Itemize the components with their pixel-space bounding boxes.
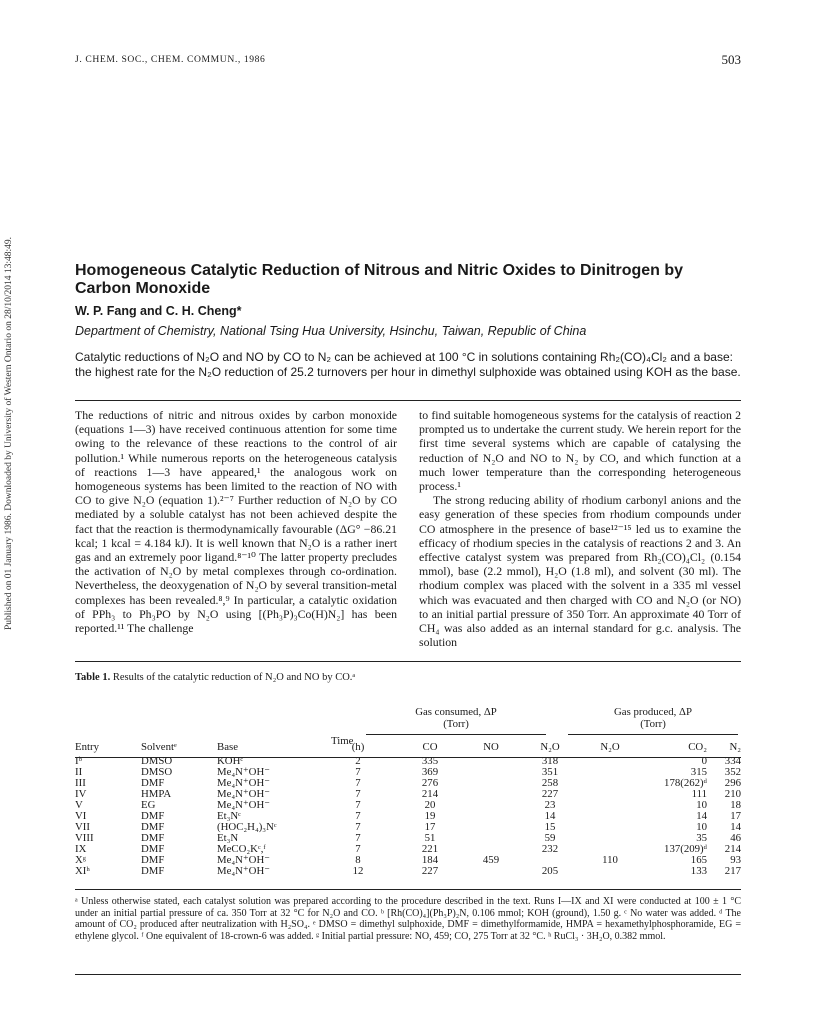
gas-consumed-title: Gas consumed, ΔP [415, 706, 497, 718]
cell-time: 7 [355, 777, 361, 789]
table-caption [75, 672, 355, 683]
cell-entry: VII [75, 821, 90, 833]
author-list: W. P. Fang and C. H. Cheng* [75, 304, 242, 318]
table-header-row [75, 740, 741, 756]
running-header [75, 52, 741, 70]
article-title: Homogeneous Catalytic Reduction of Nitrous and Nitric Oxides to Dinitrogen by Carbon Monoxide [75, 262, 684, 297]
column-header-no-consumed: NO [483, 741, 499, 753]
cell-co2-produced: 315 [690, 766, 707, 778]
table-footnotes: ᵃ Unless otherwise stated, each catalyst solution was prepared according to the procedure described in the text. Runs I—IX and XI were conducted at 100 ± 1 °C under an initial partial pressure of ca. 350 Torr at 32 °C for N₂O and CO. ᵇ [Rh(CO)₄](Ph₃P)₂N, 0.106 mmol; KOH (ground), 1.50 g. ᶜ No water was added. ᵈ The amount of CO₂ produced after neutralization with H₂SO₄. ᵉ DMSO = dimethyl sulphoxide, DMF = dimethylformamide, HMPA = hexamethylphosphoramide, EG = ethylene glycol. ᶠ One equivalent of 18-crown-6 was added. ᵍ Initial partial pressure: NO, 459; CO, 275 Torr at 32 °C. ʰ RuCl₃ · 3H₂O, 0.382 mmol. [75, 896, 741, 942]
cell-base: Me₄N⁺OH⁻ [217, 777, 270, 789]
table-top-rule [75, 661, 741, 662]
table-row [75, 833, 741, 844]
column-header-n2o-produced: N₂O [600, 741, 620, 753]
column-header-solvent: Solventᵉ [141, 741, 177, 753]
results-table-body [75, 740, 741, 877]
cell-no-consumed [461, 833, 521, 844]
cell-entry: V [75, 799, 83, 811]
cell-co2-produced: 137(209)ᵈ [664, 843, 707, 855]
body-paragraph: The reductions of nitric and nitrous oxides by carbon monoxide (equations 1—3) have received continuous attention for some time owing to the relevance of these reactions to the control of air pollution.¹ While numerous reports on the heterogeneous catalysis of reactions 1—3 have appeared,¹ the analogous work on homogeneous systems has been limited to the reaction of NO with CO to give N₂O (equation 1).²⁻⁷ Further reduction of N₂O by CO mediated by a soluble catalyst has not been achieved despite the fact that the reaction is thermodynamically favourable (ΔG° −86.21 kcal; 1 kcal = 4.184 kJ). It is well known that N₂O is a rather inert gas and an extremely poor ligand.⁸⁻¹⁰ The latter property precludes the activation of N₂O by metal complexes through co-ordination. Nevertheless, the deoxygenation of N₂O by several transition-metal complexes has been revealed.⁸,⁹ In particular, a catalytic oxidation of PPh₃ to Ph₃PO by N₂O using [(Ph₃P)₃Co(H)N₂] has been reported.¹¹ The challenge [75, 408, 397, 636]
cell-n2o-consumed: 232 [541, 843, 559, 855]
cell-time: 7 [355, 832, 361, 844]
cell-no-consumed [461, 778, 521, 789]
cell-co2-produced: 133 [690, 865, 707, 877]
table-label: Table 1. [75, 672, 111, 683]
cell-time: 7 [355, 821, 361, 833]
cell-entry: Xᵍ [75, 854, 87, 866]
table-row [75, 800, 741, 811]
cell-base: KOHᶜ [217, 755, 244, 767]
provenance-text: Published on 01 January 1986. Downloaded by University of Western Ontario on 28/10/2014 13:48:49. [4, 236, 14, 630]
table-body-rule [75, 889, 741, 890]
cell-n2o-produced [579, 866, 641, 877]
cell-time: 8 [355, 854, 361, 866]
cell-co-consumed: 19 [424, 810, 436, 822]
cell-n2-produced: 210 [724, 788, 741, 800]
cell-co2-produced: 14 [696, 810, 707, 822]
cell-entry: IX [75, 843, 87, 855]
cell-solvent: DMF [141, 777, 165, 789]
cell-time: 7 [355, 766, 361, 778]
gas-consumed-rule [366, 734, 546, 735]
body-paragraph: The strong reducing ability of rhodium carbonyl anions and the easy generation of these species from rhodium compounds under CO atmosphere in the presence of base¹²⁻¹⁵ led us to examine the efficacy of rhodium species in the catalysis of reactions 2 and 3. An effective catalyst system was prepared from Rh₂(CO)₄Cl₂ (0.154 mmol), base (2.2 mmol), H₂O (1.8 ml), and solvent (30 ml). The rhodium complex was placed with the solvent in a 335 ml vessel which was evacuated and then charged with CO and N₂O (or NO) to an initial partial pressure of 350 Torr. An approximate 40 Torr of CH₄ was also added as an internal standard for g.c. analysis. The solution [419, 493, 741, 650]
cell-n2-produced: 352 [724, 766, 741, 778]
body-paragraph: to find suitable homogeneous systems for the catalysis of reaction 2 prompted us to undertake the current study. We herein report for the first time several systems which are capable of catalysing the reduction of N₂O and NO to N₂ by CO, and which function at a much lower temperature than the corresponding heterogeneous process.¹ [419, 408, 741, 494]
cell-base: Et₃N [217, 832, 239, 844]
cell-n2o-consumed: 14 [544, 810, 556, 822]
table-row [75, 822, 741, 833]
cell-co-consumed: 369 [421, 766, 439, 778]
author-affiliation: Department of Chemistry, National Tsing Hua University, Hsinchu, Taiwan, Republic of China [75, 324, 587, 338]
cell-co2-produced: 0 [701, 755, 707, 767]
cell-entry: III [75, 777, 86, 789]
cell-base: MeCO₂Kᶜ,ᶠ [217, 843, 266, 855]
cell-n2-produced: 214 [724, 843, 741, 855]
cell-co-consumed: 221 [421, 843, 439, 855]
cell-no-consumed [461, 822, 521, 833]
cell-n2o-produced [579, 767, 641, 778]
cell-n2-produced: 334 [724, 755, 741, 767]
cell-time: 12 [352, 865, 364, 877]
table-row [75, 855, 741, 866]
cell-time: 7 [355, 788, 361, 800]
cell-n2o-produced [579, 822, 641, 833]
cell-entry: IV [75, 788, 87, 800]
column-header-n2o-consumed: N₂O [540, 741, 560, 753]
cell-no-consumed [461, 789, 521, 800]
cell-solvent: EG [141, 799, 156, 811]
column-header-n2-produced: N₂ [729, 741, 741, 753]
cell-solvent: DMSO [141, 755, 173, 767]
cell-solvent: DMF [141, 854, 165, 866]
cell-base: Me₄N⁺OH⁻ [217, 766, 270, 778]
cell-n2o-consumed: 205 [541, 865, 559, 877]
cell-n2-produced: 14 [730, 821, 741, 833]
cell-base: Et₃Nᶜ [217, 810, 241, 822]
cell-entry: XIʰ [75, 865, 90, 877]
cell-n2o-produced [579, 789, 641, 800]
cell-n2o-consumed: 318 [541, 755, 559, 767]
cell-no-consumed [461, 811, 521, 822]
cell-n2o-produced [579, 800, 641, 811]
cell-time: 7 [355, 799, 361, 811]
column-header-time: (h) [351, 741, 365, 753]
gas-produced-title: Gas produced, ΔP [613, 706, 692, 718]
table-row [75, 844, 741, 855]
table-row [75, 811, 741, 822]
gas-consumed-group-header [366, 706, 546, 730]
column-header-base: Base [217, 741, 238, 753]
cell-entry: VI [75, 810, 87, 822]
column-header-entry: Entry [75, 741, 99, 753]
cell-solvent: DMF [141, 843, 165, 855]
cell-base: Me₄N⁺OH⁻ [217, 854, 270, 866]
gas-produced-unit: (Torr) [640, 718, 666, 730]
cell-base: Me₄N⁺OH⁻ [217, 865, 270, 877]
cell-solvent: DMF [141, 832, 165, 844]
download-provenance-note [4, 190, 18, 630]
cell-n2-produced: 18 [730, 799, 741, 811]
cell-base: (HOC₂H₄)₃Nᶜ [217, 821, 277, 833]
cell-solvent: DMSO [141, 766, 173, 778]
cell-n2-produced: 17 [730, 810, 741, 822]
cell-solvent: DMF [141, 865, 165, 877]
column-header-co-consumed: CO [422, 741, 438, 753]
cell-co2-produced: 111 [691, 788, 707, 800]
cell-n2-produced: 46 [730, 832, 741, 844]
cell-solvent: DMF [141, 810, 165, 822]
journal-reference: J. CHEM. SOC., CHEM. COMMUN., 1986 [75, 54, 266, 65]
cell-n2-produced: 93 [730, 854, 741, 866]
cell-co2-produced: 10 [696, 821, 707, 833]
table-header-rule [75, 757, 741, 758]
cell-time: 7 [355, 843, 361, 855]
cell-co-consumed: 20 [424, 799, 436, 811]
cell-n2-produced: 296 [724, 777, 741, 789]
cell-n2-produced: 217 [724, 865, 741, 877]
column-header-co2-produced: CO₂ [688, 741, 707, 753]
results-table [75, 740, 741, 877]
cell-no-consumed [461, 866, 521, 877]
cell-n2o-consumed: 23 [544, 799, 556, 811]
cell-entry: II [75, 766, 83, 778]
cell-solvent: DMF [141, 821, 165, 833]
cell-n2o-consumed: 59 [544, 832, 556, 844]
abstract-divider [75, 400, 741, 401]
cell-n2o-produced [579, 778, 641, 789]
cell-n2o-produced: 110 [602, 854, 618, 866]
table-row [75, 789, 741, 800]
cell-base: Me₄N⁺OH⁻ [217, 799, 270, 811]
page-number: 503 [721, 52, 741, 67]
cell-base: Me₄N⁺OH⁻ [217, 788, 270, 800]
cell-n2o-consumed: 227 [541, 788, 559, 800]
gas-consumed-unit: (Torr) [443, 718, 469, 730]
table-caption-text: Results of the catalytic reduction of N₂O and NO by CO.ᵃ [112, 672, 356, 683]
cell-co2-produced: 165 [690, 854, 707, 866]
cell-co-consumed: 214 [421, 788, 439, 800]
cell-time: 7 [355, 810, 361, 822]
cell-time: 2 [355, 755, 361, 767]
gas-produced-rule [568, 734, 738, 735]
time-header: Time [331, 735, 354, 747]
cell-entry: Iᵇ [75, 755, 82, 767]
abstract: Catalytic reductions of N₂O and NO by CO to N₂ can be achieved at 100 °C in solutions containing Rh₂(CO)₄Cl₂ and a base: the highest rate for the N₂O reduction of 25.2 turnovers per hour in dimethyl sulphoxide was obtained using KOH as the base. [75, 350, 741, 379]
body-column-left [75, 408, 397, 635]
cell-n2o-consumed: 15 [544, 821, 556, 833]
cell-co-consumed: 184 [421, 854, 439, 866]
cell-no-consumed [461, 800, 521, 811]
table-row [75, 767, 741, 778]
cell-n2o-consumed: 351 [541, 766, 559, 778]
cell-n2o-produced [579, 811, 641, 822]
gas-produced-group-header [568, 706, 738, 730]
cell-co2-produced: 178(262)ᵈ [664, 777, 707, 789]
table-row [75, 866, 741, 877]
body-column-right [419, 408, 741, 649]
cell-co-consumed: 276 [421, 777, 439, 789]
cell-co-consumed: 335 [421, 755, 439, 767]
table-row [75, 778, 741, 789]
cell-co2-produced: 10 [696, 799, 707, 811]
cell-entry: VIII [75, 832, 94, 844]
table-bottom-rule [75, 974, 741, 975]
cell-no-consumed: 459 [482, 854, 500, 866]
cell-no-consumed [461, 767, 521, 778]
cell-co-consumed: 227 [421, 865, 439, 877]
cell-co-consumed: 51 [424, 832, 436, 844]
cell-solvent: HMPA [141, 788, 172, 800]
cell-co2-produced: 35 [696, 832, 707, 844]
cell-co-consumed: 17 [424, 821, 436, 833]
cell-n2o-consumed: 258 [541, 777, 559, 789]
cell-n2o-produced [579, 833, 641, 844]
